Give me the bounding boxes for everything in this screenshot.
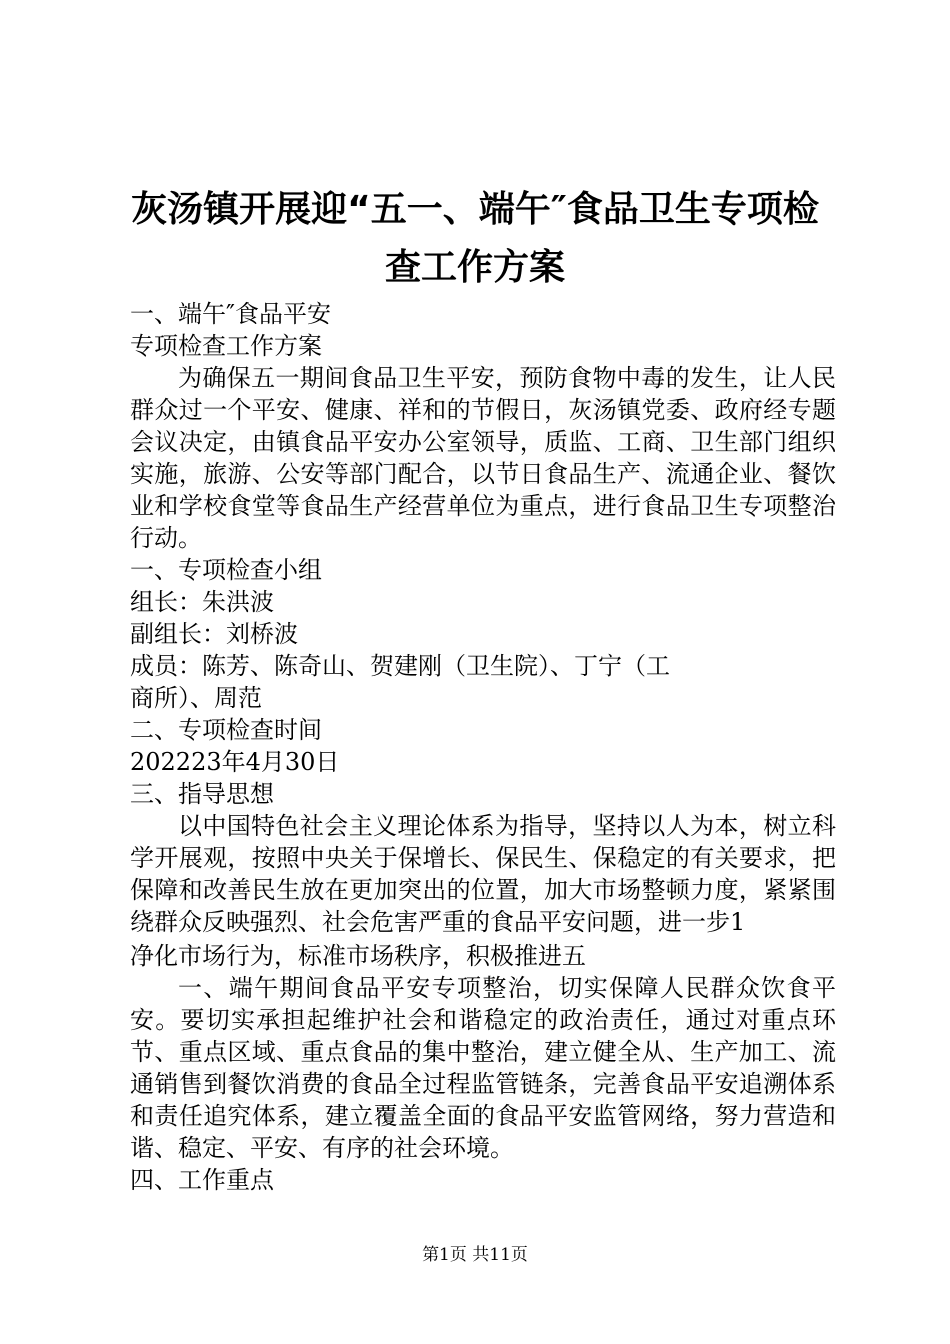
date-line: 202223年4月30日: [130, 748, 340, 776]
section-heading: 一、端午″食品平安: [130, 300, 331, 328]
section-heading: 一、专项检查小组: [130, 556, 322, 584]
document-title-line-2: 查工作方案: [384, 247, 565, 288]
section-heading: 四、工作重点: [130, 1166, 274, 1194]
page-footer: 第1页 共11页: [422, 1245, 528, 1265]
deputy-leader-line: 副组长：刘桥波: [130, 620, 298, 648]
section-heading: 三、指导思想: [130, 780, 274, 808]
members-line-continued: 商所）、周范: [130, 684, 262, 712]
members-line: 成员：陈芳、陈奇山、贺建刚（卫生院）、丁宁（工: [130, 652, 670, 680]
intro-paragraph: 为确保五一期间食品卫生平安，预防食物中毒的发生，让人民群众过一个平安、健康、祥和的节假日，灰汤镇党委、政府经专题会议决定，由镇食品平安办公室领导，质监、工商、卫生部门组织实施，旅游、公安等部门配合，以节日食品生产、流通企业、餐饮业和学校食堂等食品生产经营单位为重点，进行食品卫生专项整治行动。: [130, 364, 836, 552]
section-heading: 二、专项检查时间: [130, 716, 322, 744]
guiding-thought-paragraph: 以中国特色社会主义理论体系为指导，坚持以人为本，树立科学开展观，按照中央关于保增长、保民生、保稳定的有关要求，把保障和改善民生放在更加突出的位置，加大市场整顿力度，紧紧围绕群众反映强烈、社会危害严重的食品平安问题，进一步1: [130, 812, 836, 936]
document-title-line-1: 灰汤镇开展迎“五一、端午″食品卫生专项检: [131, 189, 819, 230]
continuation-line: 净化市场行为，标准市场秩序，积极推进五: [130, 942, 586, 970]
document-body: [130, 298, 836, 1196]
leader-line: 组长：朱洪波: [130, 588, 274, 616]
subtitle-line: 专项检查工作方案: [130, 332, 322, 360]
rectification-paragraph: 一、端午期间食品平安专项整治，切实保障人民群众饮食平安。要切实承担起维护社会和谐稳定的政治责任，通过对重点环节、重点区域、重点食品的集中整治，建立健全从、生产加工、流通销售到餐饮消费的食品全过程监管链条，完善食品平安追溯体系和责任追究体系，建立覆盖全面的食品平安监管网络，努力营造和谐、稳定、平安、有序的社会环境。: [130, 974, 836, 1162]
